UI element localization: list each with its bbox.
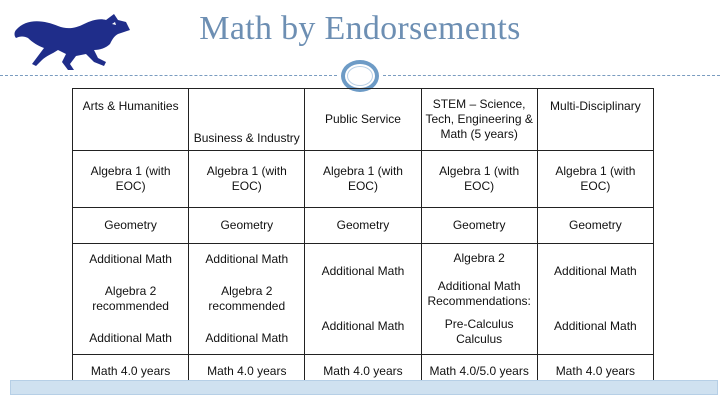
cell-algebra1: Algebra 1 (with EOC) xyxy=(537,151,653,208)
text-additional-math: Additional Math xyxy=(321,319,405,333)
cell-additional-arts xyxy=(73,244,189,355)
page-title: Math by Endorsements xyxy=(199,10,521,47)
cell-algebra1: Algebra 1 (with EOC) xyxy=(305,151,421,208)
cell-years: Math 4.0/5.0 years xyxy=(421,355,537,389)
footer-bar xyxy=(10,380,718,395)
divider-right xyxy=(383,75,720,76)
cell-algebra1: Algebra 1 (with EOC) xyxy=(73,151,189,208)
col-multi-disciplinary: Multi-Disciplinary xyxy=(537,89,653,151)
col-arts-humanities: Arts & Humanities xyxy=(73,89,189,151)
text-algebra2-recommended: Algebra 2 recommended xyxy=(92,283,169,313)
text-precalc-calc: Pre-Calculus Calculus xyxy=(444,317,514,347)
text-additional-math: Additional Math xyxy=(554,319,637,333)
cell-geometry: Geometry xyxy=(421,208,537,244)
cell-years: Math 4.0 years xyxy=(537,355,653,389)
cell-geometry: Geometry xyxy=(305,208,421,244)
cell-years: Math 4.0 years xyxy=(73,355,189,389)
table-row xyxy=(73,151,654,208)
cell-additional-stem xyxy=(421,244,537,355)
text-additional-math-recommendations: Additional Math Recommendations: xyxy=(427,279,531,309)
cell-additional-multi xyxy=(537,244,653,355)
cell-geometry: Geometry xyxy=(73,208,189,244)
col-stem: STEM – Science, Tech, Engineering & Math (5 years) xyxy=(421,89,537,151)
cell-algebra1: Algebra 1 (with EOC) xyxy=(189,151,305,208)
col-business-industry: Business & Industry xyxy=(189,89,305,151)
table-header-row xyxy=(73,89,654,151)
col-public-service: Public Service xyxy=(305,89,421,151)
table-row xyxy=(73,244,654,355)
text-additional-math: Additional Math xyxy=(554,264,637,278)
cell-additional-public xyxy=(305,244,421,355)
text-additional-math: Additional Math xyxy=(89,330,172,345)
text-additional-math: Additional Math xyxy=(89,252,172,267)
divider-left xyxy=(0,75,337,76)
cell-years: Math 4.0 years xyxy=(305,355,421,389)
endorsements-table xyxy=(72,88,654,389)
text-algebra2: Algebra 2 xyxy=(453,250,505,265)
cell-additional-business xyxy=(189,244,305,355)
text-additional-math: Additional Math xyxy=(321,264,405,278)
text-additional-math: Additional Math xyxy=(205,330,289,345)
cell-algebra1: Algebra 1 (with EOC) xyxy=(421,151,537,208)
cell-years: Math 4.0 years xyxy=(189,355,305,389)
text-additional-math: Additional Math xyxy=(205,252,289,267)
table-row xyxy=(73,208,654,244)
text-algebra2-recommended: Algebra 2 recommended xyxy=(208,283,286,313)
cell-geometry: Geometry xyxy=(189,208,305,244)
cell-geometry: Geometry xyxy=(537,208,653,244)
